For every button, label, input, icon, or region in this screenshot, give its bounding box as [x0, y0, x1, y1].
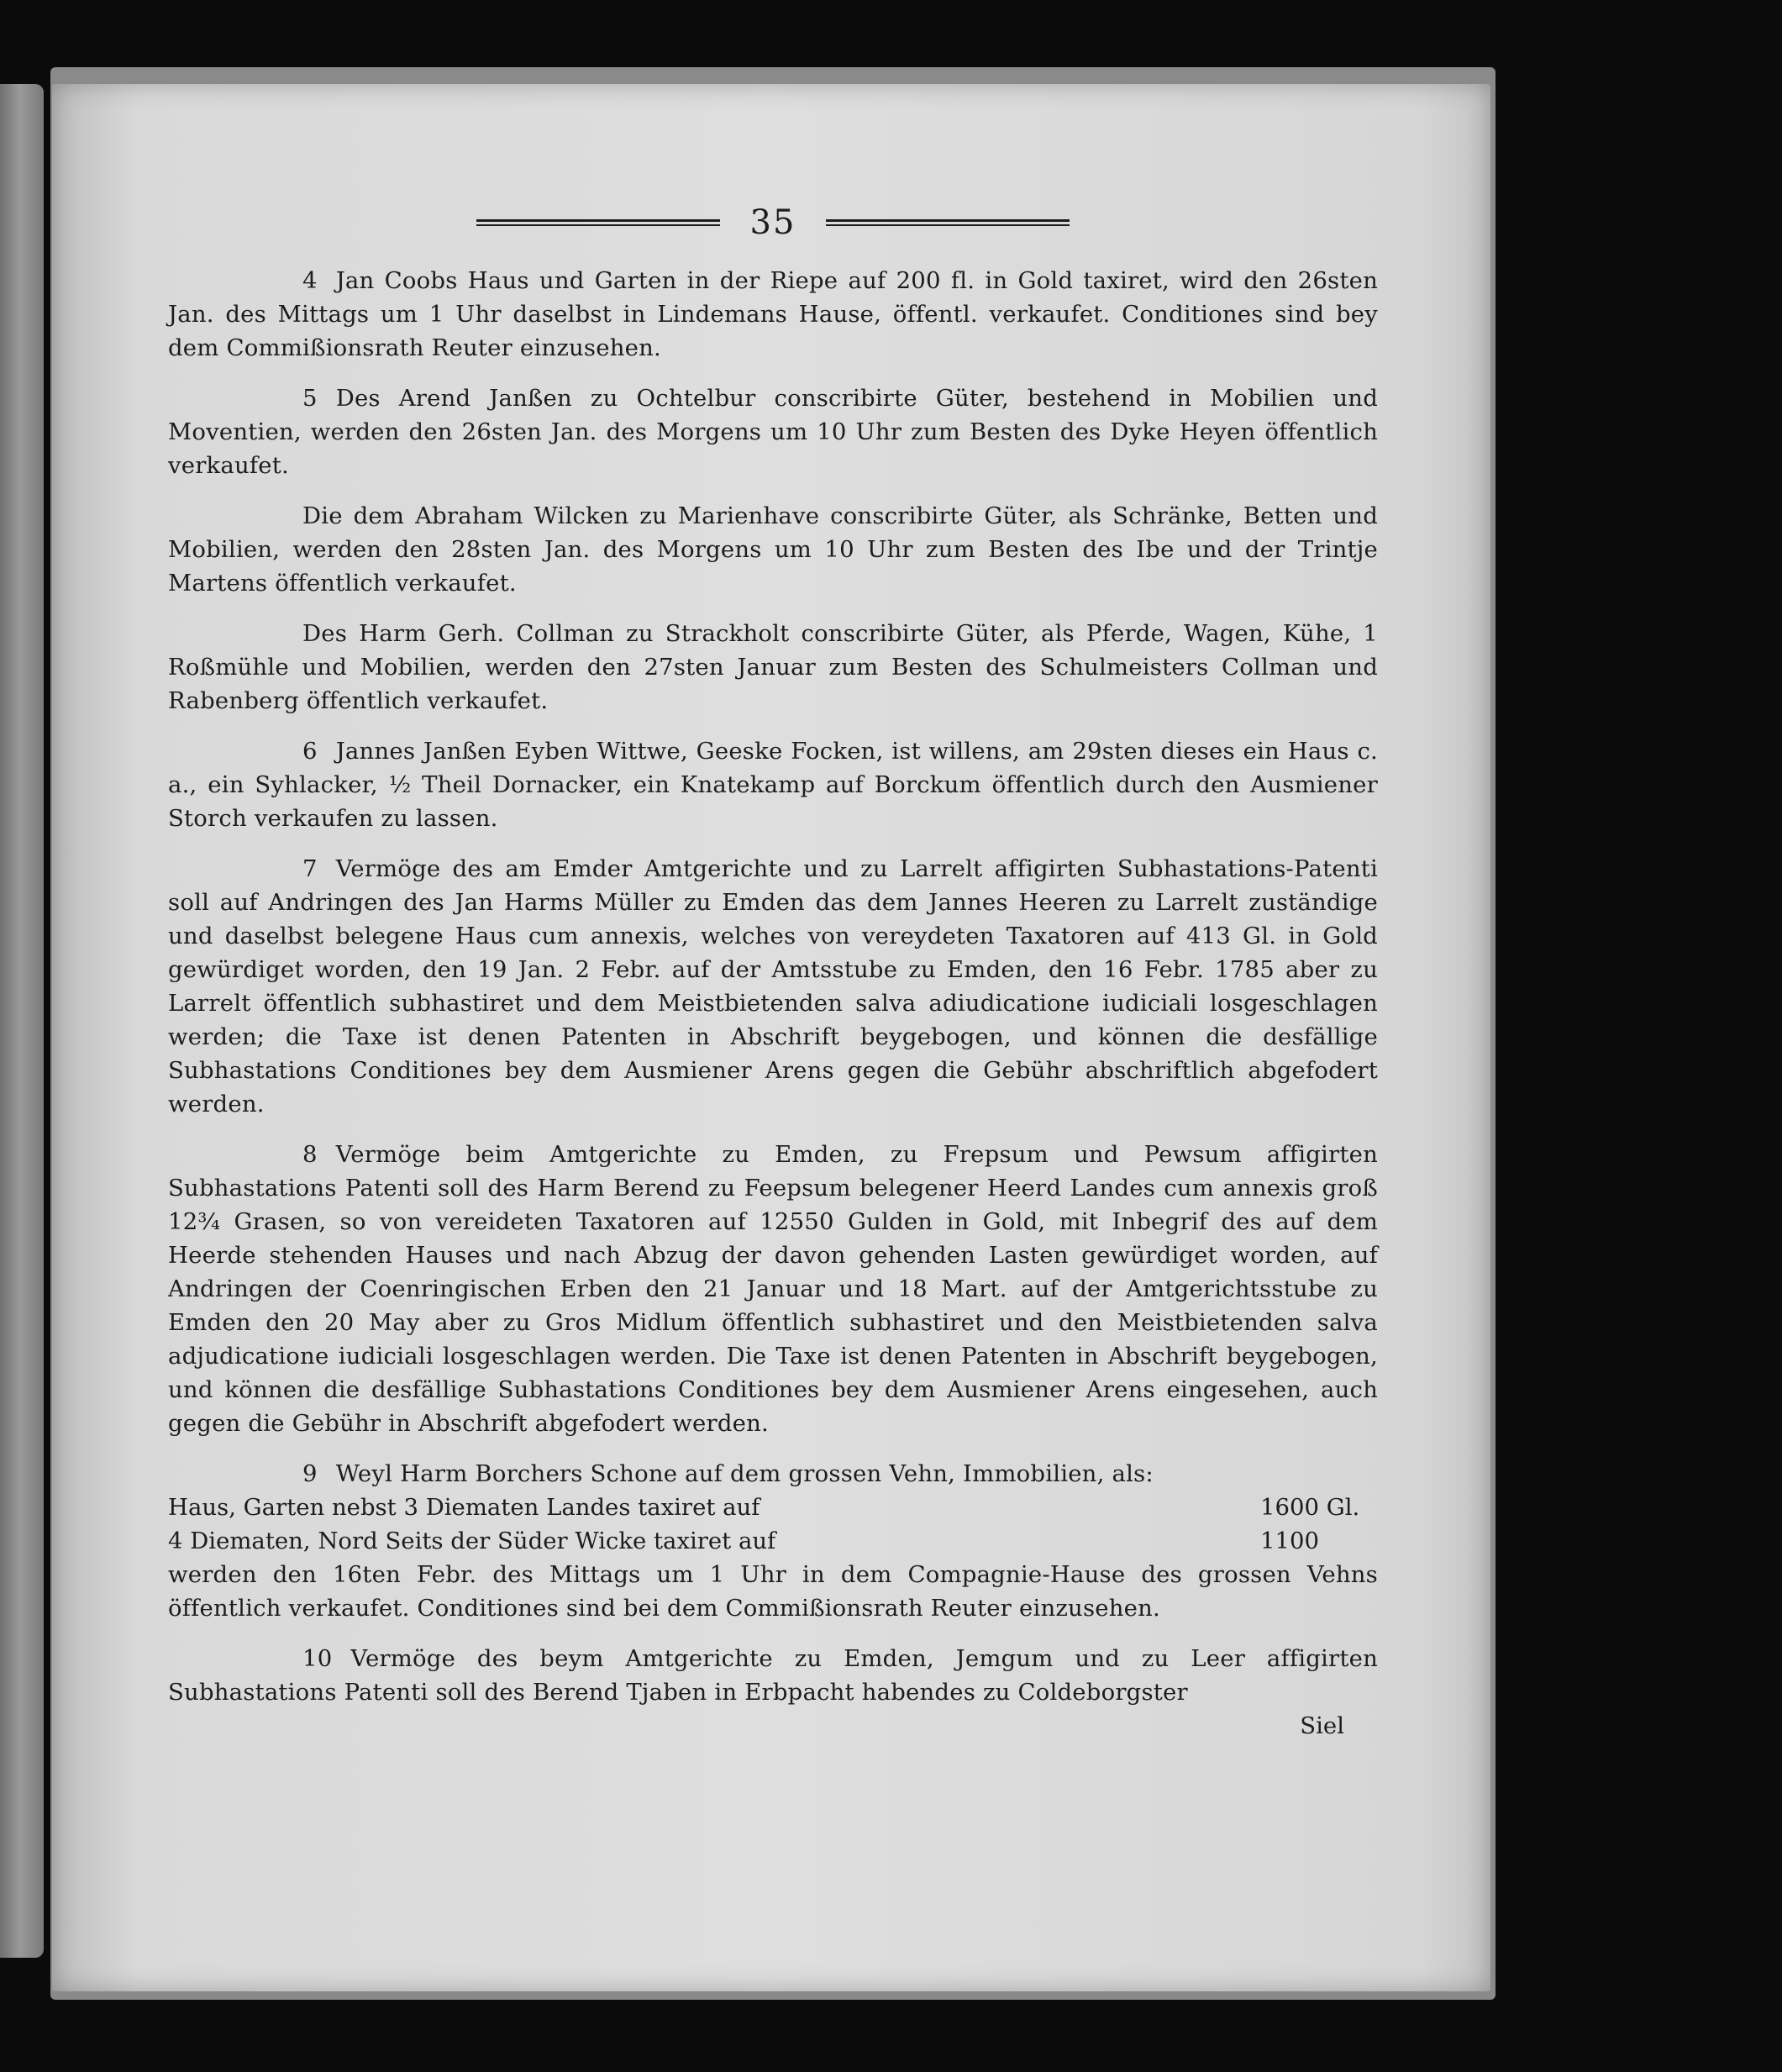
entry-text: Weyl Harm Borchers Schone auf dem grossen Vehn, Immobilien, als:	[335, 1460, 1154, 1487]
notice-entry	[168, 499, 1378, 600]
valuation-label: 4 Diematen, Nord Seits der Süder Wicke taxiret auf	[168, 1528, 776, 1554]
entry-number: 7	[302, 855, 318, 882]
page-content	[168, 193, 1378, 1743]
left-page-edge	[0, 84, 44, 1958]
valuation-amount: 1100	[1260, 1528, 1319, 1554]
entry-text: Des Harm Gerh. Collman zu Strackholt conscribirte Güter, als Pferde, Wagen, Kühe, 1 Roßmühle und Mobilien, werden den 27sten Januar zum Besten des Schulmeisters Collman und Rabenberg öffentlich verkaufet.	[168, 620, 1378, 714]
entry-text: Jan Coobs Haus und Garten in der Riepe auf 200 fl. in Gold taxiret, wird den 26sten Jan. des Mittags um 1 Uhr daselbst in Lindemans Hause, öffentl. verkaufet. Conditiones sind bey dem Commißionsrath Reuter einzusehen.	[168, 267, 1378, 361]
entry-number: 9	[302, 1460, 318, 1487]
entry-text: Vermöge des beym Amtgerichte zu Emden, Jemgum und zu Leer affigirten Subhastations Patenti soll des Berend Tjaben in Erbpacht habendes zu Coldeborgster	[168, 1645, 1378, 1706]
header-rule-right	[826, 219, 1070, 226]
notice-entry	[168, 852, 1378, 1121]
valuation-amount: 1600 Gl.	[1260, 1494, 1360, 1521]
notice-entry	[168, 1138, 1378, 1440]
entry-number: 4	[302, 267, 318, 294]
entry-text: Vermöge beim Amtgerichte zu Emden, zu Frepsum und Pewsum affigirten Subhastations Patenti soll des Harm Berend zu Feepsum belegener Heerd Landes cum annexis groß 12¾ Grasen, so von vereideten Taxatoren auf 12550 Gulden in Gold, mit Inbegrif des auf dem Heerde stehenden Hauses und nach Abzug der davon gehenden Lasten gewürdiget worden, auf Andringen der Coenringischen Erben den 21 Januar und 18 Mart. auf der Amtgerichtsstube zu Emden den 20 May aber zu Gros Midlum öffentlich subhastiret und den Meistbietenden salva adjudicatione iudiciali losgeschlagen werden. Die Taxe ist denen Patenten in Abschrift beygebogen, und können die desfällige Subhastations Conditiones bey dem Ausmiener Arens eingesehen, auch gegen die Gebühr in Abschrift abgefodert werden.	[168, 1141, 1378, 1437]
valuation-row	[168, 1524, 1378, 1558]
notice-entry	[168, 734, 1378, 835]
page-number: 35	[749, 203, 796, 242]
notice-entry	[168, 617, 1378, 718]
entry-number: 8	[302, 1141, 318, 1168]
notice-entry	[168, 1642, 1378, 1709]
catchword: Siel	[1300, 1712, 1344, 1739]
entry-number: 5	[302, 385, 318, 412]
entry-text: Des Arend Janßen zu Ochtelbur conscribirte Güter, bestehend in Mobilien und Moventien, werden den 26sten Jan. des Morgens um 10 Uhr zum Besten des Dyke Heyen öffentlich verkaufet.	[168, 385, 1378, 479]
valuation-label: Haus, Garten nebst 3 Diematen Landes taxiret auf	[168, 1494, 760, 1521]
entry-number: 6	[302, 738, 318, 765]
page-header	[168, 193, 1378, 252]
valuation-row	[168, 1491, 1378, 1524]
entry-text: Jannes Janßen Eyben Wittwe, Geeske Focken, ist willens, am 29sten dieses ein Haus c. a., ein Syhlacker, ½ Theil Dornacker, ein Knatekamp auf Borckum öffentlich durch den Ausmiener Storch verkaufen zu lassen.	[168, 738, 1378, 832]
entry-9-intro	[168, 1457, 1378, 1491]
entry-text: Die dem Abraham Wilcken zu Marienhave conscribirte Güter, als Schränke, Betten und Mobilien, werden den 28sten Jan. des Morgens um 10 Uhr zum Besten des Ibe und der Trintje Martens öffentlich verkaufet.	[168, 502, 1378, 597]
notice-entry-9	[168, 1457, 1378, 1625]
entry-text: Vermöge des am Emder Amtgerichte und zu Larrelt affigirten Subhastations-Patenti soll auf Andringen des Jan Harms Müller zu Emden das dem Jannes Heeren zu Larrelt zuständige und daselbst belegene Haus cum annexis, welches von vereydeten Taxatoren auf 413 Gl. in Gold gewürdiget worden, den 19 Jan. 2 Febr. auf der Amtsstube zu Emden, den 16 Febr. 1785 aber zu Larrelt öffentlich subhastiret und dem Meistbietenden salva adiudicatione iudiciali losgeschlagen werden; die Taxe ist denen Patenten in Abschrift beygebogen, und können die desfällige Subhastations Conditiones bey dem Ausmiener Arens gegen die Gebühr abschriftlich abgefodert werden.	[168, 855, 1378, 1118]
entry-number: 10	[302, 1645, 333, 1672]
header-rule-left	[476, 219, 720, 226]
notice-entry	[168, 381, 1378, 482]
notice-entry	[168, 264, 1378, 365]
entry-9-outro: werden den 16ten Febr. des Mittags um 1 Uhr in dem Compagnie-Hause des grossen Vehns öffentlich verkaufet. Conditiones sind bei dem Commißionsrath Reuter einzusehen.	[168, 1561, 1378, 1622]
